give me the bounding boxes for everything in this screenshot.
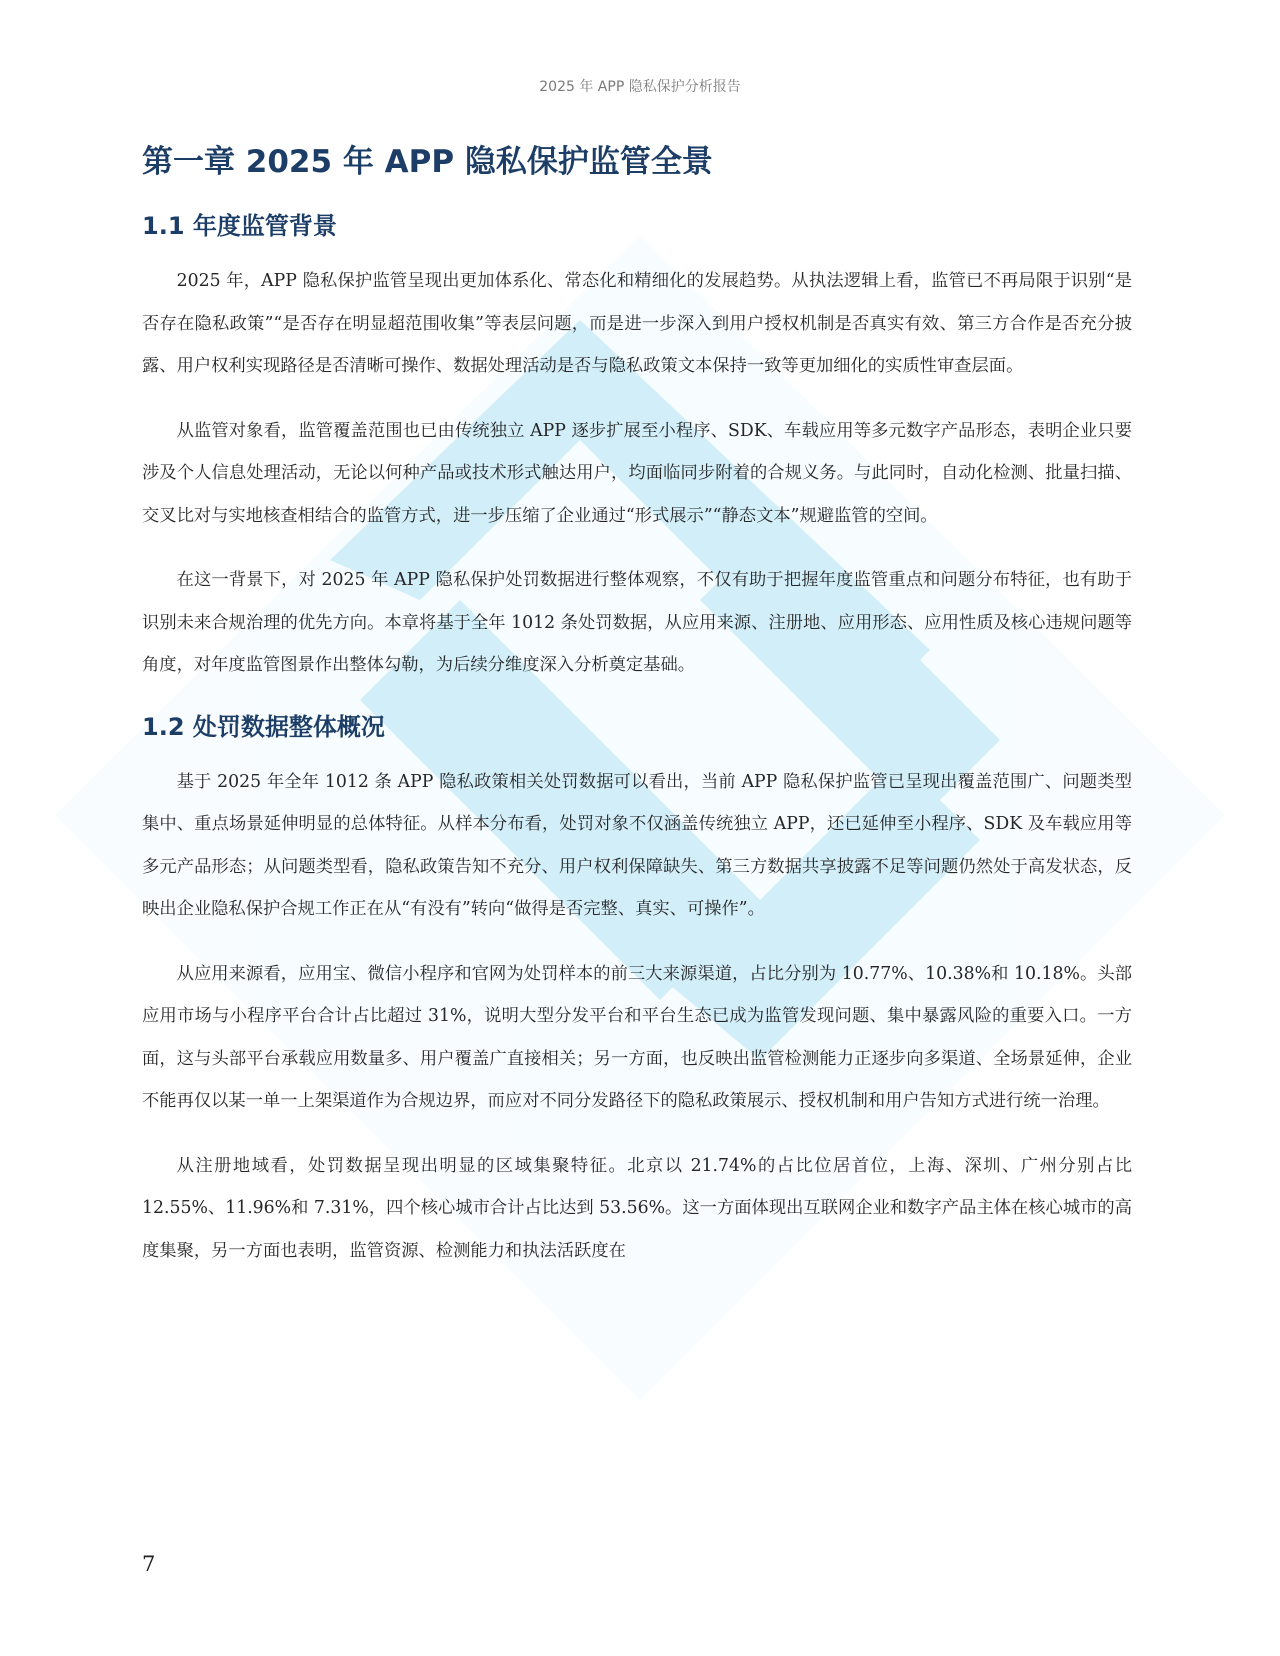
paragraph: 基于 2025 年全年 1012 条 APP 隐私政策相关处罚数据可以看出，当前 APP 隐私保护监管已呈现出覆盖范围广、问题类型集中、重点场景延伸明显的总体特征。从样本分布看，处罚对象不仅涵盖传统独立 APP，还已延伸至小程序、SDK 及车载应用等多元产品形态；从问题类型看，隐私政策告知不充分、用户权利保障缺失、第三方数据共享披露不足等问题仍然处于高发状态，反映出企业隐私保护合规工作正在从“有没有”转向“做得是否完整、真实、可操作”。 [142, 771, 1132, 919]
paragraph: 从应用来源看，应用宝、微信小程序和官网为处罚样本的前三大来源渠道，占比分别为 10.77%、10.38%和 10.18%。头部应用市场与小程序平台合计占比超过 31%，说明大型分发平台和平台生态已成为监管发现问题、集中暴露风险的重要入口。一方面，这与头部平台承载应用数量多、用户覆盖广直接相关；另一方面，也反映出监管检测能力正逐步向多渠道、全场景延伸，企业不能再仅以某一单一上架渠道作为合规边界，而应对不同分发路径下的隐私政策展示、授权机制和用户告知方式进行统一治理。 [142, 963, 1132, 1111]
chapter-title: 第一章 2025 年 APP 隐私保护监管全景 [142, 144, 713, 180]
page-number: 7 [142, 1552, 156, 1576]
paragraph: 2025 年，APP 隐私保护监管呈现出更加体系化、常态化和精细化的发展趋势。从执法逻辑上看，监管已不再局限于识别“是否存在隐私政策”“是否存在明显超范围收集”等表层问题，而是进一步深入到用户授权机制是否真实有效、第三方合作是否充分披露、用户权利实现路径是否清晰可操作、数据处理活动是否与隐私政策文本保持一致等更加细化的实质性审查层面。 [142, 271, 1132, 376]
paragraph: 从监管对象看，监管覆盖范围也已由传统独立 APP 逐步扩展至小程序、SDK、车载应用等多元数字产品形态，表明企业只要涉及个人信息处理活动，无论以何种产品或技术形式触达用户，均面临同步附着的合规义务。与此同时，自动化检测、批量扫描、交叉比对与实地核查相结合的监管方式，进一步压缩了企业通过“形式展示”“静态文本”规避监管的空间。 [142, 420, 1132, 526]
page-content [142, 140, 1132, 1294]
section-title-1-1: 1.1 年度监管背景 [142, 212, 337, 240]
section-title-1-2: 1.2 处罚数据整体概况 [142, 712, 385, 741]
paragraph: 从注册地域看，处罚数据呈现出明显的区域集聚特征。北京以 21.74%的占比位居首位，上海、深圳、广州分别占比 12.55%、11.96%和 7.31%，四个核心城市合计占比达到 53.56%。这一方面体现出互联网企业和数字产品主体在核心城市的高度集聚，另一方面也表明，监管资源、检测能力和执法活跃度在 [142, 1155, 1132, 1261]
paragraph: 在这一背景下，对 2025 年 APP 隐私保护处罚数据进行整体观察，不仅有助于把握年度监管重点和问题分布特征，也有助于识别未来合规治理的优先方向。本章将基于全年 1012 条处罚数据，从应用来源、注册地、应用形态、应用性质及核心违规问题等角度，对年度监管图景作出整体勾勒，为后续分维度深入分析奠定基础。 [142, 570, 1132, 675]
running-header: 2025 年 APP 隐私保护分析报告 [539, 79, 741, 95]
